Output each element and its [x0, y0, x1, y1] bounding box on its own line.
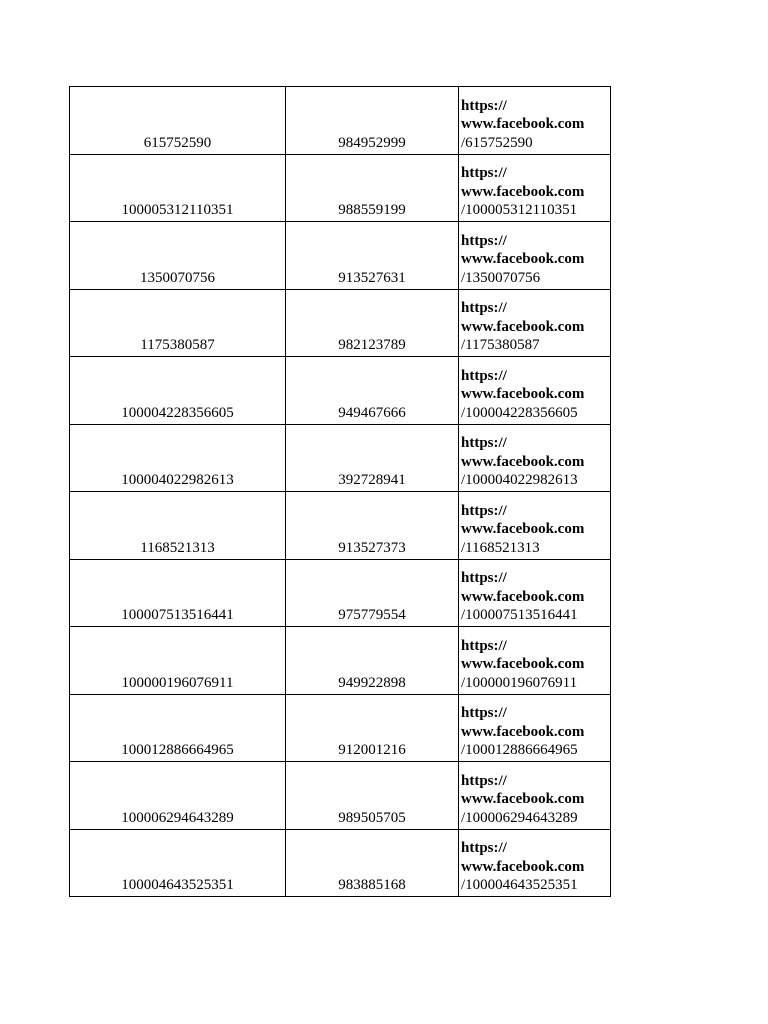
profile-link-cell[interactable] [459, 627, 611, 695]
link-path: /100012886664965 [461, 742, 578, 759]
table-row [70, 627, 611, 695]
link-scheme: https:// [461, 772, 507, 789]
table-row [70, 222, 611, 290]
link-host: www.facebook.com [461, 453, 585, 470]
phone-cell: 988559199 [286, 154, 459, 222]
id-cell: 1168521313 [70, 492, 286, 560]
link-host: www.facebook.com [461, 318, 585, 335]
profile-link-cell[interactable] [459, 357, 611, 425]
profile-link-cell[interactable] [459, 222, 611, 290]
link-scheme: https:// [461, 502, 507, 519]
link-scheme: https:// [461, 570, 507, 587]
link-scheme: https:// [461, 840, 507, 857]
id-cell: 100005312110351 [70, 154, 286, 222]
profile-link-cell[interactable] [459, 762, 611, 830]
profile-link-cell[interactable] [459, 559, 611, 627]
id-cell: 1350070756 [70, 222, 286, 290]
table-row [70, 829, 611, 897]
link-path: /1350070756 [461, 269, 541, 286]
phone-cell: 949467666 [286, 357, 459, 425]
link-path: /1168521313 [461, 539, 540, 556]
link-scheme: https:// [461, 97, 507, 114]
link-host: www.facebook.com [461, 858, 585, 875]
link-path: /100004022982613 [461, 472, 578, 489]
link-scheme: https:// [461, 705, 507, 722]
phone-cell: 913527631 [286, 222, 459, 290]
link-host: www.facebook.com [461, 791, 585, 808]
link-host: www.facebook.com [461, 116, 585, 133]
phone-cell: 983885168 [286, 829, 459, 897]
profile-link-cell[interactable] [459, 154, 611, 222]
link-host: www.facebook.com [461, 656, 585, 673]
profile-link-cell[interactable] [459, 289, 611, 357]
table-row [70, 694, 611, 762]
link-scheme: https:// [461, 637, 507, 654]
table-row [70, 492, 611, 560]
link-path: /100007513516441 [461, 607, 578, 624]
profile-link-cell[interactable] [459, 87, 611, 155]
link-host: www.facebook.com [461, 183, 585, 200]
link-path: /615752590 [461, 134, 533, 151]
profile-link-cell[interactable] [459, 829, 611, 897]
table-row [70, 87, 611, 155]
link-path: /100006294643289 [461, 809, 578, 826]
link-scheme: https:// [461, 300, 507, 317]
phone-cell: 975779554 [286, 559, 459, 627]
link-path: /100004228356605 [461, 404, 578, 421]
link-host: www.facebook.com [461, 588, 585, 605]
table-row [70, 357, 611, 425]
id-cell: 100012886664965 [70, 694, 286, 762]
id-cell: 100000196076911 [70, 627, 286, 695]
table-row [70, 289, 611, 357]
link-host: www.facebook.com [461, 251, 585, 268]
data-table [69, 86, 611, 897]
link-scheme: https:// [461, 165, 507, 182]
table-row [70, 559, 611, 627]
profile-link-cell[interactable] [459, 424, 611, 492]
link-scheme: https:// [461, 232, 507, 249]
id-cell: 100004643525351 [70, 829, 286, 897]
phone-cell: 949922898 [286, 627, 459, 695]
link-path: /100005312110351 [461, 202, 578, 219]
link-host: www.facebook.com [461, 386, 585, 403]
id-cell: 100006294643289 [70, 762, 286, 830]
link-scheme: https:// [461, 367, 507, 384]
table-body [70, 87, 611, 897]
table-row [70, 424, 611, 492]
id-cell: 615752590 [70, 87, 286, 155]
link-path: /100004643525351 [461, 877, 578, 894]
link-path: /100000196076911 [461, 674, 578, 691]
phone-cell: 913527373 [286, 492, 459, 560]
id-cell: 100007513516441 [70, 559, 286, 627]
link-path: /1175380587 [461, 337, 540, 354]
link-host: www.facebook.com [461, 521, 585, 538]
phone-cell: 392728941 [286, 424, 459, 492]
table-row [70, 154, 611, 222]
phone-cell: 912001216 [286, 694, 459, 762]
table-row [70, 762, 611, 830]
id-cell: 100004022982613 [70, 424, 286, 492]
id-cell: 1175380587 [70, 289, 286, 357]
profile-link-cell[interactable] [459, 694, 611, 762]
profile-link-cell[interactable] [459, 492, 611, 560]
link-scheme: https:// [461, 435, 507, 452]
id-cell: 100004228356605 [70, 357, 286, 425]
phone-cell: 984952999 [286, 87, 459, 155]
phone-cell: 989505705 [286, 762, 459, 830]
link-host: www.facebook.com [461, 723, 585, 740]
phone-cell: 982123789 [286, 289, 459, 357]
